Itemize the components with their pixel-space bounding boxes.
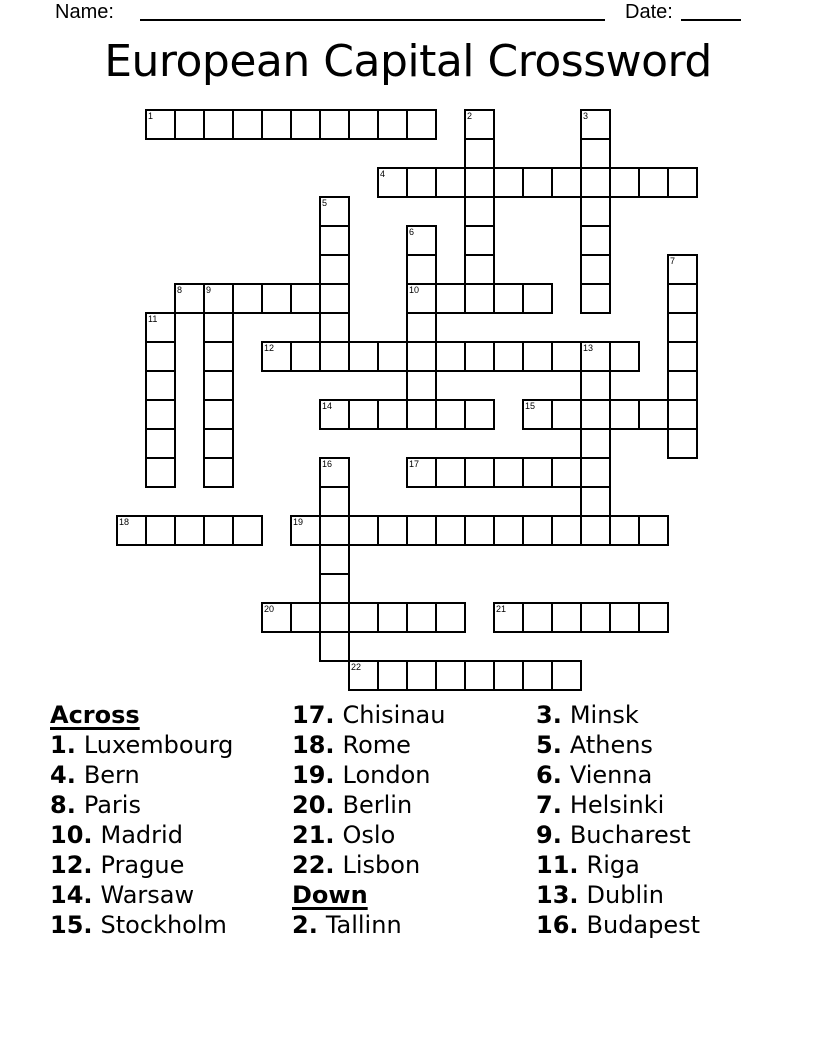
grid-cell-r5c10[interactable]	[407, 255, 436, 284]
clue-number: 4.	[50, 761, 76, 789]
grid-number-3: 3	[583, 111, 589, 121]
grid-cell-r17c9[interactable]	[378, 603, 407, 632]
grid-cell-r4c7[interactable]	[320, 226, 349, 255]
clue-column-1	[50, 700, 233, 940]
clue-16	[536, 910, 700, 940]
name-label: Name:	[55, 1, 114, 23]
grid-cell-r17c13[interactable]	[494, 603, 523, 632]
grid-cell-r14c1[interactable]	[146, 516, 175, 545]
grid-cell-r4c10[interactable]	[407, 226, 436, 255]
grid-cell-r3c16[interactable]	[581, 197, 610, 226]
grid-cell-r17c7[interactable]	[320, 603, 349, 632]
date-label: Date:	[625, 1, 673, 23]
grid-cell-r2c11[interactable]	[436, 168, 465, 197]
clue-18	[292, 730, 445, 760]
grid-cell-r19c8[interactable]	[349, 661, 378, 690]
grid-cell-r12c1[interactable]	[146, 458, 175, 487]
grid-cell-r7c7[interactable]	[320, 313, 349, 342]
clue-number: 3.	[536, 701, 562, 729]
grid-cell-r14c17[interactable]	[610, 516, 639, 545]
grid-cell-r12c7[interactable]	[320, 458, 349, 487]
grid-cell-r10c18[interactable]	[639, 400, 668, 429]
grid-cell-r8c8[interactable]	[349, 342, 378, 371]
clue-17	[292, 700, 445, 730]
clue-text: London	[342, 761, 431, 789]
clue-number: 9.	[536, 821, 562, 849]
grid-cell-r8c14[interactable]	[523, 342, 552, 371]
grid-number-21: 21	[496, 604, 507, 614]
grid-cell-r19c9[interactable]	[378, 661, 407, 690]
grid-cell-r1c16[interactable]	[581, 139, 610, 168]
grid-cell-r11c3[interactable]	[204, 429, 233, 458]
clue-text: Tallinn	[325, 911, 402, 939]
grid-cell-r7c3[interactable]	[204, 313, 233, 342]
clue-15	[50, 910, 233, 940]
grid-cell-r5c16[interactable]	[581, 255, 610, 284]
grid-cell-r12c14[interactable]	[523, 458, 552, 487]
grid-cell-r0c5[interactable]	[262, 110, 291, 139]
clue-text: Vienna	[569, 761, 653, 789]
grid-number-22: 22	[351, 662, 362, 672]
grid-cell-r2c16[interactable]	[581, 168, 610, 197]
grid-cell-r17c17[interactable]	[610, 603, 639, 632]
grid-cell-r9c3[interactable]	[204, 371, 233, 400]
grid-cell-r13c16[interactable]	[581, 487, 610, 516]
grid-cell-r5c19[interactable]	[668, 255, 697, 284]
grid-number-8: 8	[177, 285, 183, 295]
clue-column-3	[536, 700, 700, 940]
clue-22	[292, 850, 445, 880]
grid-number-5: 5	[322, 198, 328, 208]
clue-list-header-across: Across	[50, 701, 140, 729]
grid-cell-r6c4[interactable]	[233, 284, 262, 313]
grid-number-11: 11	[148, 314, 158, 324]
clue-text: Chisinau	[342, 701, 446, 729]
grid-cell-r2c17[interactable]	[610, 168, 639, 197]
grid-cell-r12c11[interactable]	[436, 458, 465, 487]
clue-3	[536, 700, 700, 730]
grid-cell-r6c19[interactable]	[668, 284, 697, 313]
grid-cell-r6c16[interactable]	[581, 284, 610, 313]
grid-number-1: 1	[148, 111, 154, 121]
grid-cell-r0c6[interactable]	[291, 110, 320, 139]
grid-cell-r19c10[interactable]	[407, 661, 436, 690]
page-title: European Capital Crossword	[104, 36, 712, 87]
grid-cell-r8c7[interactable]	[320, 342, 349, 371]
grid-cell-r14c3[interactable]	[204, 516, 233, 545]
clue-number: 21.	[292, 821, 335, 849]
grid-cell-r9c16[interactable]	[581, 371, 610, 400]
grid-cell-r17c8[interactable]	[349, 603, 378, 632]
grid-cell-r12c12[interactable]	[465, 458, 494, 487]
clue-text: Helsinki	[569, 791, 665, 819]
grid-cell-r17c6[interactable]	[291, 603, 320, 632]
grid-number-9: 9	[206, 285, 212, 295]
clue-number: 17.	[292, 701, 335, 729]
grid-cell-r0c9[interactable]	[378, 110, 407, 139]
grid-cell-r13c7[interactable]	[320, 487, 349, 516]
grid-cell-r10c12[interactable]	[465, 400, 494, 429]
grid-cell-r18c7[interactable]	[320, 632, 349, 661]
grid-cell-r14c2[interactable]	[175, 516, 204, 545]
clue-text: Stockholm	[100, 911, 227, 939]
grid-cell-r14c11[interactable]	[436, 516, 465, 545]
grid-cell-r0c1[interactable]	[146, 110, 175, 139]
grid-number-13: 13	[583, 343, 594, 353]
clue-number: 14.	[50, 881, 93, 909]
grid-cell-r9c19[interactable]	[668, 371, 697, 400]
grid-number-15: 15	[525, 401, 536, 411]
clue-text: Berlin	[342, 791, 413, 819]
grid-cell-r10c17[interactable]	[610, 400, 639, 429]
clue-text: Riga	[586, 851, 640, 879]
clue-number: 20.	[292, 791, 335, 819]
clue-text: Budapest	[586, 911, 701, 939]
clue-2	[292, 910, 445, 940]
grid-cell-r6c3[interactable]	[204, 284, 233, 313]
clue-number: 15.	[50, 911, 93, 939]
grid-cell-r2c12[interactable]	[465, 168, 494, 197]
clue-number: 16.	[536, 911, 579, 939]
grid-cell-r19c15[interactable]	[552, 661, 581, 690]
clue-number: 7.	[536, 791, 562, 819]
grid-cell-r14c18[interactable]	[639, 516, 668, 545]
clue-list-header-down: Down	[292, 881, 368, 909]
grid-cell-r8c5[interactable]	[262, 342, 291, 371]
clue-text: Paris	[83, 791, 141, 819]
grid-cell-r6c10[interactable]	[407, 284, 436, 313]
grid-cell-r12c15[interactable]	[552, 458, 581, 487]
grid-cell-r0c12[interactable]	[465, 110, 494, 139]
clue-21	[292, 820, 445, 850]
clue-8	[50, 790, 233, 820]
grid-cell-r14c12[interactable]	[465, 516, 494, 545]
grid-number-16: 16	[322, 459, 333, 469]
grid-cell-r14c13[interactable]	[494, 516, 523, 545]
clue-text: Minsk	[569, 701, 639, 729]
grid-cell-r9c1[interactable]	[146, 371, 175, 400]
grid-cell-r6c13[interactable]	[494, 284, 523, 313]
grid-number-6: 6	[409, 227, 415, 237]
grid-cell-r0c2[interactable]	[175, 110, 204, 139]
grid-cell-r7c1[interactable]	[146, 313, 175, 342]
grid-cell-r14c0[interactable]	[117, 516, 146, 545]
grid-cell-r1c12[interactable]	[465, 139, 494, 168]
clue-4	[50, 760, 233, 790]
clue-text: Madrid	[100, 821, 183, 849]
grid-cell-r3c12[interactable]	[465, 197, 494, 226]
grid-cell-r5c12[interactable]	[465, 255, 494, 284]
grid-cell-r0c4[interactable]	[233, 110, 262, 139]
grid-cell-r0c16[interactable]	[581, 110, 610, 139]
grid-cell-r15c7[interactable]	[320, 545, 349, 574]
grid-cell-r7c10[interactable]	[407, 313, 436, 342]
grid-cell-r2c13[interactable]	[494, 168, 523, 197]
clue-text: Dublin	[586, 881, 664, 909]
grid-cell-r8c10[interactable]	[407, 342, 436, 371]
grid-cell-r0c3[interactable]	[204, 110, 233, 139]
grid-number-20: 20	[264, 604, 275, 614]
grid-cell-r8c17[interactable]	[610, 342, 639, 371]
grid-cell-r14c6[interactable]	[291, 516, 320, 545]
grid-cell-r8c3[interactable]	[204, 342, 233, 371]
clue-text: Luxembourg	[83, 731, 234, 759]
grid-cell-r14c4[interactable]	[233, 516, 262, 545]
grid-cell-r14c8[interactable]	[349, 516, 378, 545]
grid-cell-r10c9[interactable]	[378, 400, 407, 429]
grid-cell-r6c5[interactable]	[262, 284, 291, 313]
clue-text: Oslo	[342, 821, 396, 849]
grid-cell-r14c9[interactable]	[378, 516, 407, 545]
grid-number-7: 7	[670, 256, 676, 266]
clue-number: 6.	[536, 761, 562, 789]
clue-text: Athens	[569, 731, 653, 759]
grid-cell-r17c18[interactable]	[639, 603, 668, 632]
grid-number-4: 4	[380, 169, 386, 179]
clue-13	[536, 880, 700, 910]
grid-cell-r2c10[interactable]	[407, 168, 436, 197]
clue-number: 8.	[50, 791, 76, 819]
grid-cell-r17c15[interactable]	[552, 603, 581, 632]
clue-5	[536, 730, 700, 760]
clue-7	[536, 790, 700, 820]
grid-cell-r6c2[interactable]	[175, 284, 204, 313]
clue-column-2	[292, 700, 445, 940]
grid-cell-r12c10[interactable]	[407, 458, 436, 487]
clue-text: Bucharest	[569, 821, 691, 849]
grid-cell-r10c19[interactable]	[668, 400, 697, 429]
grid-number-12: 12	[264, 343, 275, 353]
grid-cell-r19c12[interactable]	[465, 661, 494, 690]
grid-cell-r19c14[interactable]	[523, 661, 552, 690]
grid-cell-r6c7[interactable]	[320, 284, 349, 313]
grid-cell-r14c7[interactable]	[320, 516, 349, 545]
grid-cell-r9c10[interactable]	[407, 371, 436, 400]
grid-cell-r10c10[interactable]	[407, 400, 436, 429]
grid-cell-r2c15[interactable]	[552, 168, 581, 197]
grid-number-17: 17	[409, 459, 420, 469]
grid-cell-r17c5[interactable]	[262, 603, 291, 632]
grid-cell-r17c10[interactable]	[407, 603, 436, 632]
grid-cell-r10c14[interactable]	[523, 400, 552, 429]
grid-cell-r8c13[interactable]	[494, 342, 523, 371]
clue-number: 2.	[292, 911, 318, 939]
grid-cell-r6c12[interactable]	[465, 284, 494, 313]
grid-cell-r8c9[interactable]	[378, 342, 407, 371]
clue-1	[50, 730, 233, 760]
grid-cell-r19c13[interactable]	[494, 661, 523, 690]
clue-text: Bern	[83, 761, 140, 789]
grid-cell-r2c9[interactable]	[378, 168, 407, 197]
grid-cell-r5c7[interactable]	[320, 255, 349, 284]
clue-number: 5.	[536, 731, 562, 759]
grid-cell-r0c7[interactable]	[320, 110, 349, 139]
clue-19	[292, 760, 445, 790]
grid-cell-r17c16[interactable]	[581, 603, 610, 632]
grid-number-2: 2	[467, 111, 473, 121]
grid-cell-r2c18[interactable]	[639, 168, 668, 197]
clue-6	[536, 760, 700, 790]
grid-cell-r10c16[interactable]	[581, 400, 610, 429]
clue-20	[292, 790, 445, 820]
clue-9	[536, 820, 700, 850]
grid-cell-r11c16[interactable]	[581, 429, 610, 458]
clue-text: Rome	[342, 731, 411, 759]
grid-cell-r0c10[interactable]	[407, 110, 436, 139]
grid-cell-r8c12[interactable]	[465, 342, 494, 371]
clue-number: 1.	[50, 731, 76, 759]
grid-number-19: 19	[293, 517, 304, 527]
grid-cell-r0c8[interactable]	[349, 110, 378, 139]
clue-10	[50, 820, 233, 850]
grid-cell-r3c7[interactable]	[320, 197, 349, 226]
clue-number: 10.	[50, 821, 93, 849]
clue-number: 12.	[50, 851, 93, 879]
clue-number: 19.	[292, 761, 335, 789]
grid-cell-r14c14[interactable]	[523, 516, 552, 545]
grid-cell-r12c3[interactable]	[204, 458, 233, 487]
clue-number: 22.	[292, 851, 335, 879]
grid-cell-r4c12[interactable]	[465, 226, 494, 255]
grid-cell-r10c3[interactable]	[204, 400, 233, 429]
grid-cell-r14c16[interactable]	[581, 516, 610, 545]
grid-cell-r14c15[interactable]	[552, 516, 581, 545]
clue-number: 11.	[536, 851, 579, 879]
grid-cell-r4c16[interactable]	[581, 226, 610, 255]
grid-cell-r2c14[interactable]	[523, 168, 552, 197]
grid-cell-r10c15[interactable]	[552, 400, 581, 429]
clue-text: Lisbon	[342, 851, 421, 879]
grid-cell-r6c11[interactable]	[436, 284, 465, 313]
clue-number: 13.	[536, 881, 579, 909]
clue-text: Warsaw	[100, 881, 195, 909]
clue-12	[50, 850, 233, 880]
grid-cell-r14c10[interactable]	[407, 516, 436, 545]
clue-text: Prague	[100, 851, 185, 879]
grid-cell-r2c19[interactable]	[668, 168, 697, 197]
grid-cell-r10c1[interactable]	[146, 400, 175, 429]
clue-11	[536, 850, 700, 880]
grid-cell-r10c11[interactable]	[436, 400, 465, 429]
grid-cell-r12c13[interactable]	[494, 458, 523, 487]
grid-cell-r8c16[interactable]	[581, 342, 610, 371]
grid-cell-r6c14[interactable]	[523, 284, 552, 313]
grid-cell-r17c11[interactable]	[436, 603, 465, 632]
grid-cell-r17c14[interactable]	[523, 603, 552, 632]
grid-number-18: 18	[119, 517, 130, 527]
grid-cell-r8c1[interactable]	[146, 342, 175, 371]
grid-cell-r10c8[interactable]	[349, 400, 378, 429]
grid-cell-r7c19[interactable]	[668, 313, 697, 342]
grid-cell-r19c11[interactable]	[436, 661, 465, 690]
grid-cell-r8c15[interactable]	[552, 342, 581, 371]
grid-cell-r8c6[interactable]	[291, 342, 320, 371]
grid-cell-r6c6[interactable]	[291, 284, 320, 313]
grid-cell-r10c7[interactable]	[320, 400, 349, 429]
grid-cell-r11c19[interactable]	[668, 429, 697, 458]
grid-number-14: 14	[322, 401, 333, 411]
grid-cell-r12c16[interactable]	[581, 458, 610, 487]
grid-cell-r8c19[interactable]	[668, 342, 697, 371]
grid-number-10: 10	[409, 285, 420, 295]
grid-cell-r16c7[interactable]	[320, 574, 349, 603]
grid-cell-r11c1[interactable]	[146, 429, 175, 458]
clue-number: 18.	[292, 731, 335, 759]
grid-cell-r8c11[interactable]	[436, 342, 465, 371]
clue-14	[50, 880, 233, 910]
